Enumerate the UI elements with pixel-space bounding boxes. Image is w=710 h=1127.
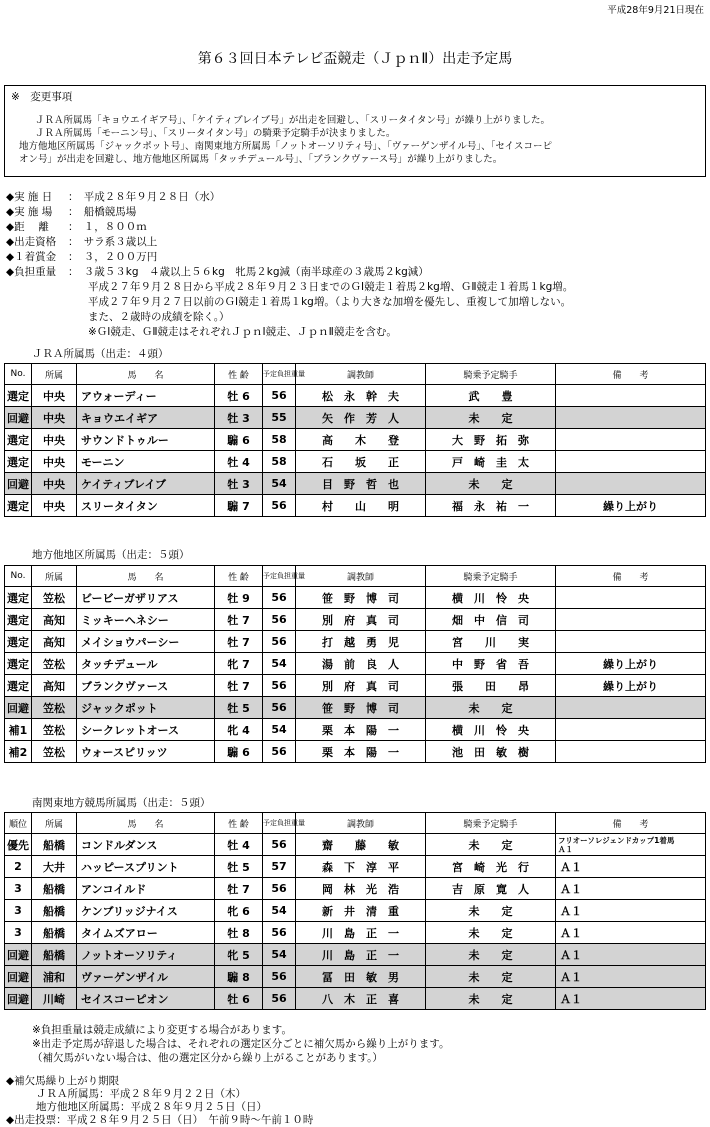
affil-cell: 高知	[32, 675, 77, 697]
no-cell: 優先	[5, 834, 32, 856]
info-row	[6, 190, 573, 205]
trainer-cell: 新 井 清 重	[296, 900, 426, 922]
no-cell: 回避	[5, 966, 32, 988]
no-cell: 補1	[5, 719, 32, 741]
remarks-cell	[556, 385, 706, 407]
remarks-cell	[556, 407, 706, 429]
horse-name-cell: アウォーディー	[77, 385, 215, 407]
remarks-cell: Ａ１	[556, 856, 706, 878]
affil-cell: 川崎	[32, 988, 77, 1010]
notice-line: ＪＲＡ所属馬「キョウエイギア号」、「ケイティブレイブ号」が出走を回避し、「スリータイタン号」が繰り上がりました。	[35, 115, 550, 126]
table-row	[5, 719, 706, 741]
other-heading: 地方他地区所属馬（出走：５頭）	[32, 549, 190, 561]
horse-name-cell: ヴァーゲンザイル	[77, 966, 215, 988]
no-cell: 選定	[5, 451, 32, 473]
sex-age-cell: 牡 4	[215, 834, 263, 856]
info-key: ◆負担重量	[6, 266, 57, 278]
sex-age-cell: 牝 6	[215, 900, 263, 922]
table-row	[5, 834, 706, 856]
column-header: 所属	[32, 813, 77, 834]
sex-age-cell: 牝 4	[215, 719, 263, 741]
column-header: 調教師	[296, 566, 426, 587]
jockey-cell: 未 定	[426, 473, 556, 495]
column-header: 予定負担重量	[263, 813, 296, 834]
table-row	[5, 697, 706, 719]
no-cell: 回避	[5, 697, 32, 719]
weight-cell: 58	[263, 429, 296, 451]
sex-age-cell: 牡 9	[215, 587, 263, 609]
table-row	[5, 741, 706, 763]
weight-cell: 56	[263, 697, 296, 719]
affil-cell: 浦和	[32, 966, 77, 988]
table-row	[5, 675, 706, 697]
sex-age-cell: 牝 7	[215, 653, 263, 675]
info-key: ◆距 離	[6, 221, 49, 233]
trainer-cell: 川 島 正 一	[296, 922, 426, 944]
remarks-cell	[556, 697, 706, 719]
info-value: ： 平成２８年９月２８日（水）	[68, 191, 221, 203]
deadline-line: 地方他地区所属馬：平成２８年９月２５日（日）	[36, 1101, 267, 1113]
race-info	[6, 190, 573, 340]
weight-cell: 57	[263, 856, 296, 878]
table-row	[5, 988, 706, 1010]
footnote: ※負担重量は競走成績により変更する場合があります。	[32, 1024, 292, 1036]
weight-cell: 54	[263, 473, 296, 495]
affil-cell: 船橋	[32, 900, 77, 922]
no-cell: 回避	[5, 944, 32, 966]
no-cell: 選定	[5, 675, 32, 697]
weight-cell: 56	[263, 385, 296, 407]
info-value: ： ３歳５３kg ４歳以上５６kg 牝馬２kg減（南半球産の３歳馬２kg減）	[68, 266, 429, 278]
table-row	[5, 966, 706, 988]
trainer-cell: 川 島 正 一	[296, 944, 426, 966]
horse-name-cell: モーニン	[77, 451, 215, 473]
trainer-cell: 村 山 明	[296, 495, 426, 517]
deadline-block	[6, 1075, 313, 1127]
sex-age-cell: 騸 6	[215, 741, 263, 763]
horse-name-cell: タイムズアロー	[77, 922, 215, 944]
info-continuation: ※ＧⅠ競走、ＧⅡ競走はそれぞれＪｐｎⅠ競走、ＪｐｎⅡ競走を含む。	[88, 326, 397, 338]
weight-cell: 58	[263, 451, 296, 473]
column-header: 備 考	[556, 566, 706, 587]
column-header: 馬 名	[77, 813, 215, 834]
trainer-cell: 栗 本 陽 一	[296, 741, 426, 763]
remarks-cell: Ａ１	[556, 944, 706, 966]
affil-cell: 中央	[32, 473, 77, 495]
table-row	[5, 473, 706, 495]
affil-cell: 笠松	[32, 697, 77, 719]
no-cell: 補2	[5, 741, 32, 763]
sex-age-cell: 騸 7	[215, 495, 263, 517]
remarks-cell	[556, 741, 706, 763]
info-key: ◆実 施 場	[6, 206, 53, 218]
horse-name-cell: メイショウパーシー	[77, 631, 215, 653]
affil-cell: 笠松	[32, 741, 77, 763]
remarks-cell: 繰り上がり	[556, 653, 706, 675]
no-cell: 選定	[5, 587, 32, 609]
jockey-cell: 畑 中 信 司	[426, 609, 556, 631]
column-header: 予定負担重量	[263, 364, 296, 385]
trainer-cell: 高 木 登	[296, 429, 426, 451]
remarks-cell	[556, 473, 706, 495]
no-cell: 3	[5, 900, 32, 922]
weight-cell: 56	[263, 988, 296, 1010]
sex-age-cell: 牡 7	[215, 609, 263, 631]
table-row	[5, 856, 706, 878]
affil-cell: 高知	[32, 609, 77, 631]
column-header: 所属	[32, 566, 77, 587]
remarks-cell	[556, 609, 706, 631]
trainer-cell: 打 越 勇 児	[296, 631, 426, 653]
column-header: 性 齢	[215, 364, 263, 385]
affil-cell: 船橋	[32, 944, 77, 966]
column-header: 騎乗予定騎手	[426, 813, 556, 834]
column-header: 備 考	[556, 364, 706, 385]
deadline-heading: ◆補欠馬繰り上がり期限	[6, 1075, 120, 1087]
affil-cell: 船橋	[32, 834, 77, 856]
footnote: ※出走予定馬が辞退した場合は、それぞれの選定区分ごとに補欠馬から繰り上がります。	[32, 1038, 450, 1050]
affil-cell: 笠松	[32, 653, 77, 675]
sex-age-cell: 牡 7	[215, 675, 263, 697]
horse-name-cell: ハッピースプリント	[77, 856, 215, 878]
jockey-cell: 吉 原 寛 人	[426, 878, 556, 900]
info-continuation: また、２歳時の成績を除く。）	[88, 311, 230, 323]
horse-name-cell: アンコイルド	[77, 878, 215, 900]
trainer-cell: 笹 野 博 司	[296, 587, 426, 609]
table-row	[5, 429, 706, 451]
jockey-cell: 戸 崎 圭 太	[426, 451, 556, 473]
remarks-cell	[556, 587, 706, 609]
table-header-row	[5, 364, 706, 385]
affil-cell: 船橋	[32, 878, 77, 900]
affil-cell: 笠松	[32, 719, 77, 741]
horse-name-cell: サウンドトゥルー	[77, 429, 215, 451]
info-continuation: 平成２７年９月２８日から平成２８年９月２３日までのＧⅠ競走１着馬２kg増、ＧⅡ競走１着馬１kg増。	[88, 281, 574, 293]
weight-cell: 54	[263, 944, 296, 966]
no-cell: 3	[5, 878, 32, 900]
column-header: 予定負担重量	[263, 566, 296, 587]
weight-cell: 55	[263, 407, 296, 429]
date-stamp: 平成28年9月21日現在	[607, 5, 704, 16]
trainer-cell: 岡 林 光 浩	[296, 878, 426, 900]
column-header: 順位	[5, 813, 32, 834]
remarks-cell: Ａ１	[556, 988, 706, 1010]
table-row	[5, 653, 706, 675]
affil-cell: 中央	[32, 407, 77, 429]
table-row	[5, 609, 706, 631]
column-header: 性 齢	[215, 813, 263, 834]
remarks-cell: Ａ１	[556, 922, 706, 944]
info-row	[6, 265, 573, 280]
column-header: No.	[5, 364, 32, 385]
column-header: 所属	[32, 364, 77, 385]
table-row	[5, 878, 706, 900]
table-row	[5, 631, 706, 653]
info-value: ： 船橋競馬場	[68, 206, 137, 218]
trainer-cell: 冨 田 敏 男	[296, 966, 426, 988]
south-kanto-table	[4, 812, 706, 1010]
remarks-cell: 繰り上がり	[556, 675, 706, 697]
remarks-cell	[556, 631, 706, 653]
trainer-cell: 別 府 真 司	[296, 609, 426, 631]
weight-cell: 54	[263, 900, 296, 922]
horse-name-cell: ジャックポット	[77, 697, 215, 719]
column-header: 調教師	[296, 813, 426, 834]
trainer-cell: 栗 本 陽 一	[296, 719, 426, 741]
column-header: 馬 名	[77, 566, 215, 587]
weight-cell: 56	[263, 741, 296, 763]
info-value: ： サラ系３歳以上	[68, 236, 158, 248]
jockey-cell: 宮 崎 光 行	[426, 856, 556, 878]
affil-cell: 笠松	[32, 587, 77, 609]
jockey-cell: 未 定	[426, 834, 556, 856]
horse-name-cell: ビービーガザリアス	[77, 587, 215, 609]
south-heading: 南関東地方競馬所属馬（出走：５頭）	[32, 797, 211, 809]
sex-age-cell: 牡 7	[215, 631, 263, 653]
jockey-cell: 武 豊	[426, 385, 556, 407]
info-row	[6, 220, 573, 235]
info-row	[6, 250, 573, 265]
jockey-cell: 横 川 怜 央	[426, 719, 556, 741]
affil-cell: 中央	[32, 385, 77, 407]
remarks-cell	[556, 429, 706, 451]
affil-cell: 大井	[32, 856, 77, 878]
jockey-cell: 未 定	[426, 697, 556, 719]
affil-cell: 高知	[32, 631, 77, 653]
table-row	[5, 451, 706, 473]
weight-cell: 56	[263, 609, 296, 631]
table-row	[5, 495, 706, 517]
trainer-cell: 矢 作 芳 人	[296, 407, 426, 429]
trainer-cell: 笹 野 博 司	[296, 697, 426, 719]
table-row	[5, 407, 706, 429]
horse-name-cell: ブランクヴァース	[77, 675, 215, 697]
no-cell: 回避	[5, 407, 32, 429]
no-cell: 選定	[5, 631, 32, 653]
weight-cell: 56	[263, 878, 296, 900]
weight-cell: 56	[263, 675, 296, 697]
sex-age-cell: 牝 5	[215, 944, 263, 966]
no-cell: 3	[5, 922, 32, 944]
trainer-cell: 齋 藤 敏	[296, 834, 426, 856]
no-cell: 選定	[5, 429, 32, 451]
notice-line: オン号」が出走を回避し、地方他地区所属馬「タッチデュール号」、「ブランクヴァース号」が繰り上がりました。	[19, 154, 503, 165]
sex-age-cell: 牡 4	[215, 451, 263, 473]
info-continuation: 平成２７年９月２７日以前のＧⅠ競走１着馬１kg増。（より大きな加増を優先し、重複して加増しない。	[88, 296, 572, 308]
weight-cell: 54	[263, 653, 296, 675]
affil-cell: 中央	[32, 495, 77, 517]
sex-age-cell: 牡 6	[215, 988, 263, 1010]
notice-box	[4, 85, 706, 177]
horse-name-cell: シークレットオース	[77, 719, 215, 741]
info-row	[6, 205, 573, 220]
footnote: （補欠馬がいない場合は、他の選定区分から繰り上がることがあります。）	[32, 1052, 383, 1064]
sex-age-cell: 牡 3	[215, 407, 263, 429]
no-cell: 選定	[5, 385, 32, 407]
sex-age-cell: 牡 5	[215, 697, 263, 719]
weight-cell: 56	[263, 631, 296, 653]
remarks-cell	[556, 719, 706, 741]
no-cell: 選定	[5, 653, 32, 675]
info-key: ◆実 施 日	[6, 191, 53, 203]
info-value: ： １，８００ｍ	[68, 221, 147, 233]
vote-line: ◆出走投票：平成２８年９月２５日（日） 午前９時～午前１０時	[6, 1114, 314, 1126]
jockey-cell: 未 定	[426, 407, 556, 429]
table-row	[5, 587, 706, 609]
info-row	[6, 235, 573, 250]
jockey-cell: 未 定	[426, 922, 556, 944]
notice-heading: ※ 変更事項	[11, 91, 73, 103]
column-header: 性 齢	[215, 566, 263, 587]
trainer-cell: 湯 前 良 人	[296, 653, 426, 675]
trainer-cell: 森 下 淳 平	[296, 856, 426, 878]
jockey-cell: 大 野 拓 弥	[426, 429, 556, 451]
affil-cell: 船橋	[32, 922, 77, 944]
affil-cell: 中央	[32, 451, 77, 473]
jockey-cell: 未 定	[426, 966, 556, 988]
column-header: 騎乗予定騎手	[426, 566, 556, 587]
remarks-cell: Ａ１	[556, 900, 706, 922]
weight-cell: 56	[263, 834, 296, 856]
weight-cell: 56	[263, 922, 296, 944]
weight-cell: 56	[263, 587, 296, 609]
jockey-cell: 張 田 昂	[426, 675, 556, 697]
jra-table	[4, 363, 706, 517]
no-cell: 回避	[5, 988, 32, 1010]
jockey-cell: 未 定	[426, 900, 556, 922]
info-value: ： ３，２００万円	[68, 251, 158, 263]
jockey-cell: 宮 川 実	[426, 631, 556, 653]
notice-line: ＪＲＡ所属馬「モーニン号」、「スリータイタン号」の騎乗予定騎手が決まりました。	[35, 128, 396, 139]
no-cell: 2	[5, 856, 32, 878]
info-key: ◆出走資格	[6, 236, 57, 248]
jockey-cell: 未 定	[426, 944, 556, 966]
trainer-cell: 八 木 正 喜	[296, 988, 426, 1010]
jockey-cell: 池 田 敏 樹	[426, 741, 556, 763]
horse-name-cell: ミッキーヘネシー	[77, 609, 215, 631]
jockey-cell: 横 川 怜 央	[426, 587, 556, 609]
sex-age-cell: 牡 5	[215, 856, 263, 878]
notice-line: 地方他地区所属馬「ジャックポット号」、南関東地方所属馬「ノットオーソリティ号」、「ヴァーゲンザイル号」、「セイスコーピ	[19, 141, 552, 152]
deadline-line: ＪＲＡ所属馬：平成２８年９月２２日（木）	[36, 1088, 246, 1100]
trainer-cell: 石 坂 正	[296, 451, 426, 473]
jockey-cell: 未 定	[426, 988, 556, 1010]
column-header: 騎乗予定騎手	[426, 364, 556, 385]
horse-name-cell: セイスコーピオン	[77, 988, 215, 1010]
column-header: No.	[5, 566, 32, 587]
column-header: 調教師	[296, 364, 426, 385]
sex-age-cell: 牡 8	[215, 922, 263, 944]
no-cell: 選定	[5, 495, 32, 517]
horse-name-cell: ケイティブレイブ	[77, 473, 215, 495]
sex-age-cell: 牡 3	[215, 473, 263, 495]
remarks-cell: 繰り上がり	[556, 495, 706, 517]
table-row	[5, 922, 706, 944]
info-key: ◆１着賞金	[6, 251, 57, 263]
jra-heading: ＪＲＡ所属馬（出走：４頭）	[32, 348, 169, 360]
sex-age-cell: 騸 8	[215, 966, 263, 988]
sex-age-cell: 牡 7	[215, 878, 263, 900]
horse-name-cell: ケンブリッジナイス	[77, 900, 215, 922]
remarks-cell: Ａ１	[556, 966, 706, 988]
horse-name-cell: タッチデュール	[77, 653, 215, 675]
trainer-cell: 松 永 幹 夫	[296, 385, 426, 407]
table-header-row	[5, 813, 706, 834]
table-row	[5, 944, 706, 966]
jockey-cell: 中 野 省 吾	[426, 653, 556, 675]
weight-cell: 56	[263, 495, 296, 517]
table-header-row	[5, 566, 706, 587]
horse-name-cell: コンドルダンス	[77, 834, 215, 856]
no-cell: 選定	[5, 609, 32, 631]
horse-name-cell: スリータイタン	[77, 495, 215, 517]
table-row	[5, 385, 706, 407]
page-title: 第６３回日本テレビ盃競走（ＪｐｎⅡ）出走予定馬	[197, 51, 513, 67]
remarks-cell: Ａ１	[556, 878, 706, 900]
remarks-cell: フリオーソレジェンドカップ1着馬 Ａ１	[556, 834, 706, 856]
trainer-cell: 別 府 真 司	[296, 675, 426, 697]
remarks-cell	[556, 451, 706, 473]
horse-name-cell: ウォースピリッツ	[77, 741, 215, 763]
trainer-cell: 目 野 哲 也	[296, 473, 426, 495]
no-cell: 回避	[5, 473, 32, 495]
column-header: 備 考	[556, 813, 706, 834]
jockey-cell: 福 永 祐 一	[426, 495, 556, 517]
table-row	[5, 900, 706, 922]
column-header: 馬 名	[77, 364, 215, 385]
horse-name-cell: キョウエイギア	[77, 407, 215, 429]
weight-cell: 56	[263, 966, 296, 988]
affil-cell: 中央	[32, 429, 77, 451]
other-region-table	[4, 565, 706, 763]
horse-name-cell: ノットオーソリティ	[77, 944, 215, 966]
weight-cell: 54	[263, 719, 296, 741]
footnotes	[32, 1023, 449, 1065]
sex-age-cell: 牡 6	[215, 385, 263, 407]
sex-age-cell: 騸 6	[215, 429, 263, 451]
